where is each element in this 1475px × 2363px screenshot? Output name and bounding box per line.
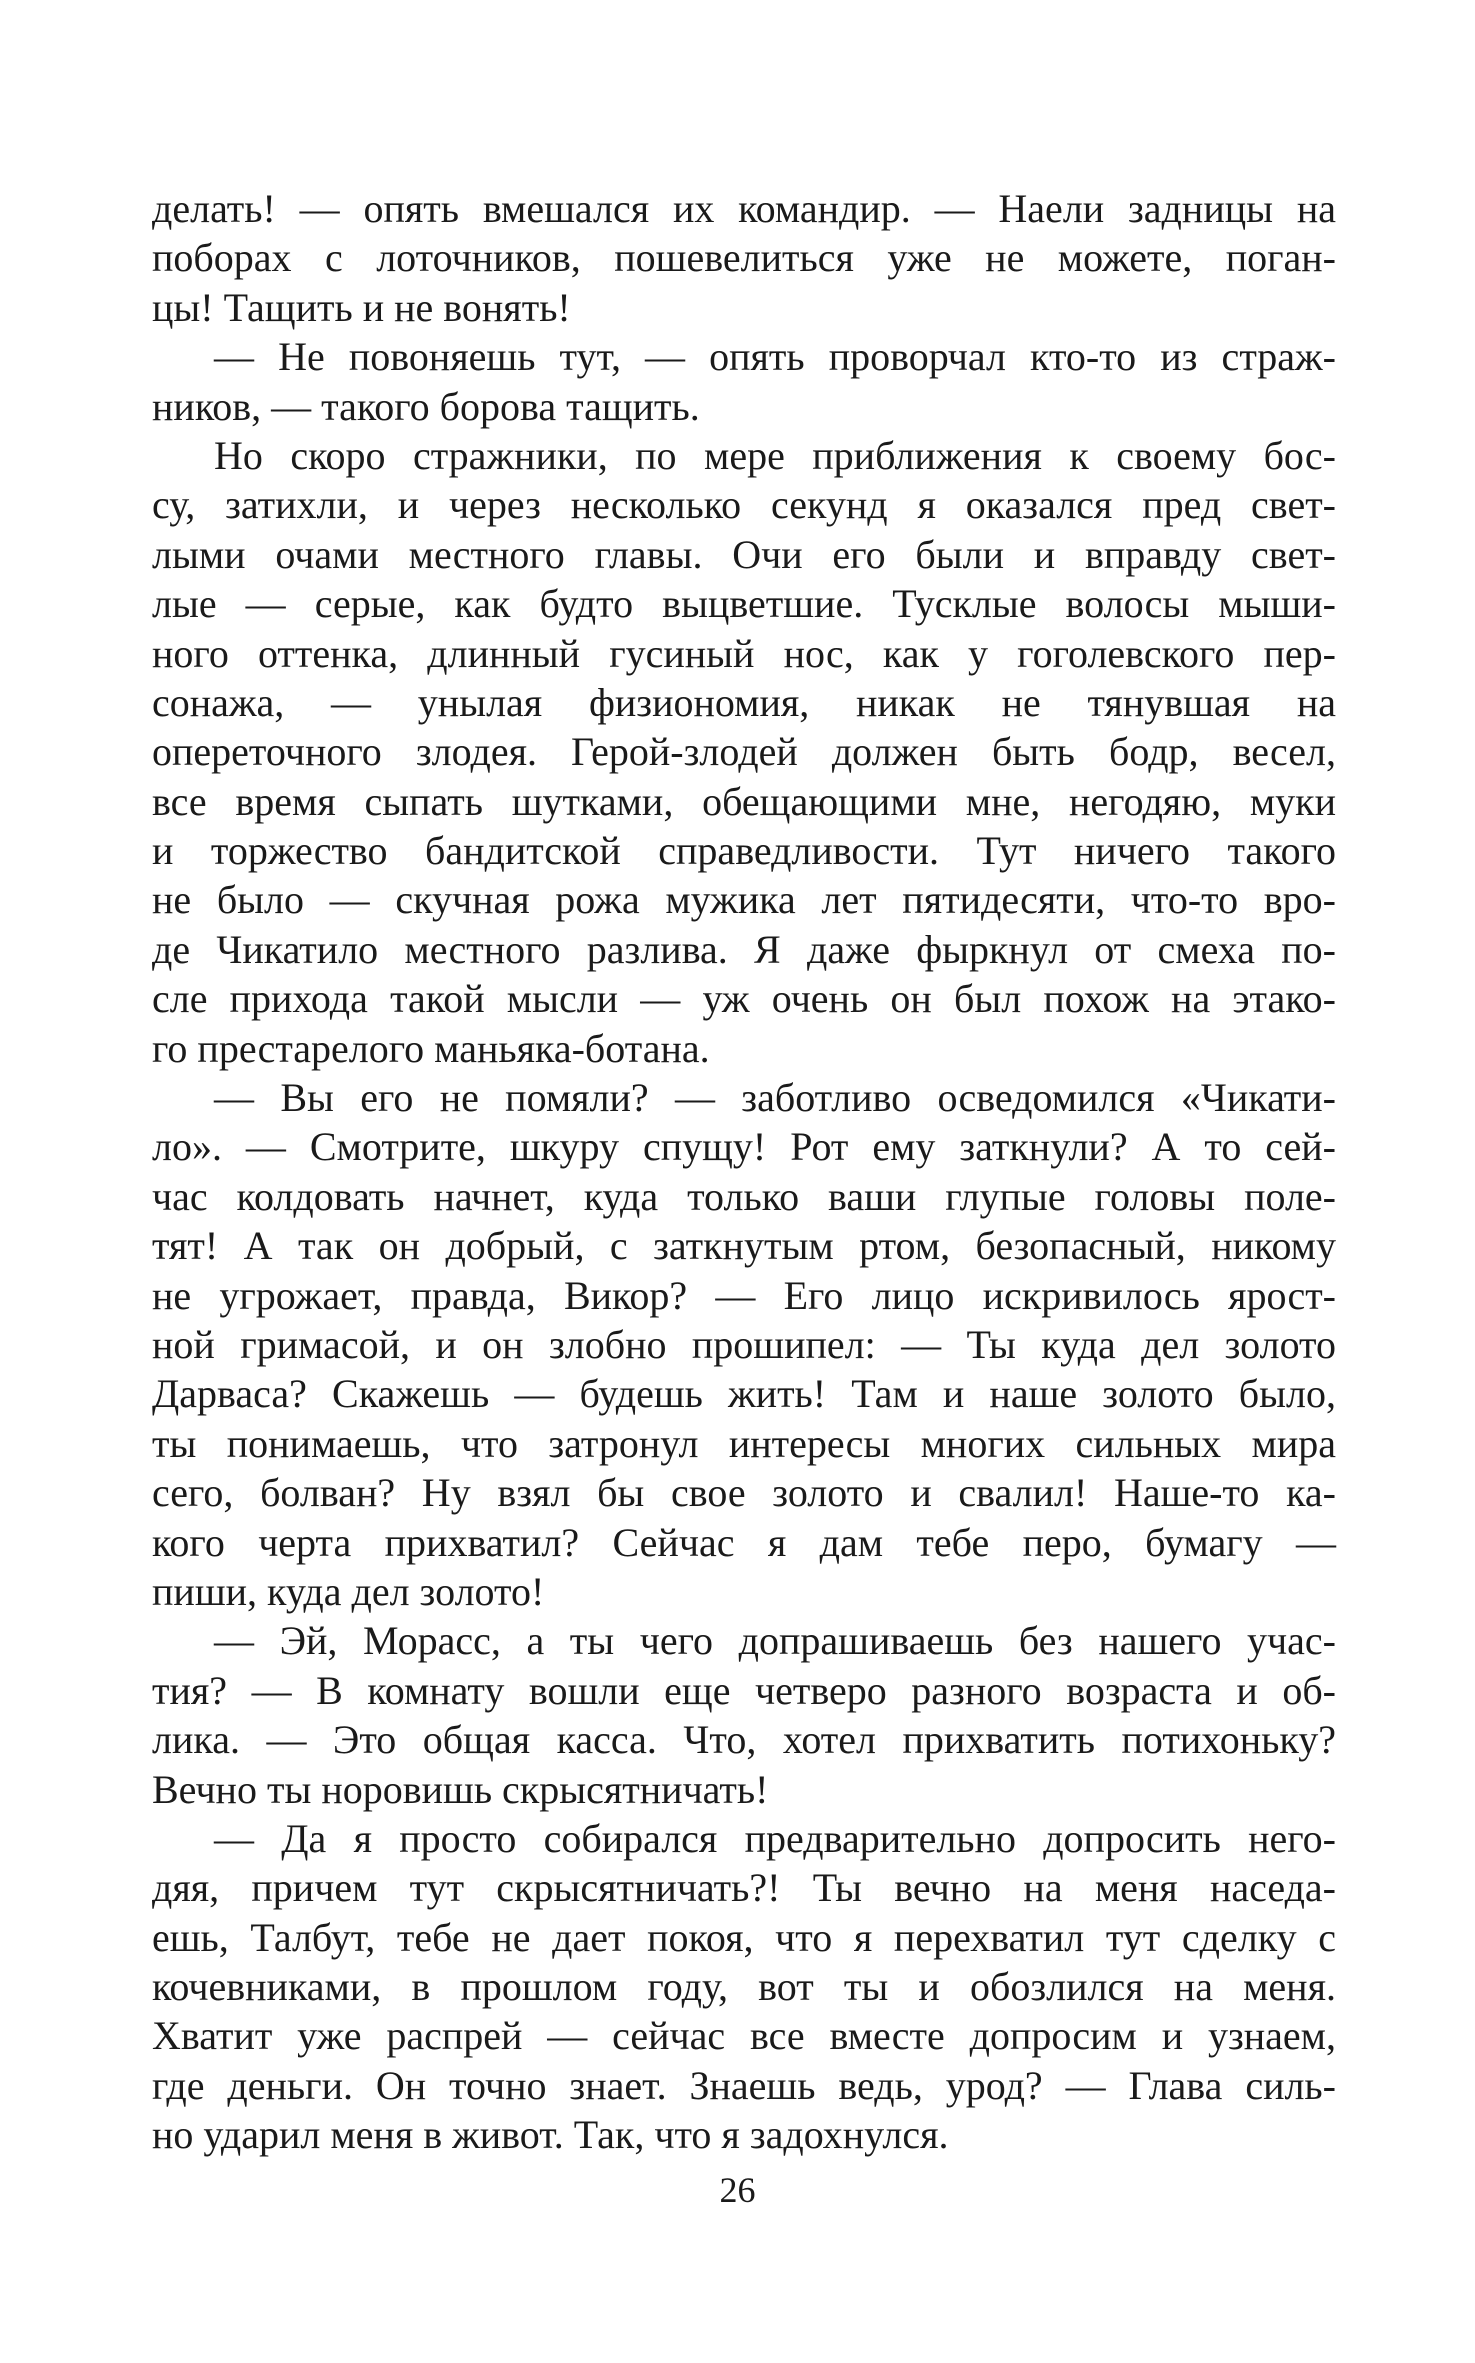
- text-line: — Не повоняешь тут, — опять проворчал кто-то из страж-: [214, 334, 1336, 380]
- text-line: кого черта прихватил? Сейчас я дам тебе перо, бумагу —: [152, 1519, 1336, 1565]
- text-line: все время сыпать шутками, обещающими мне, негодяю, муки: [152, 778, 1336, 824]
- text-line: ной гримасой, и он злобно прошипел: — Ты куда дел золото: [152, 1321, 1336, 1367]
- text-line: ты понимаешь, что затронул интересы многих сильных мира: [152, 1420, 1336, 1466]
- text-line: ного оттенка, длинный гусиный нос, как у гоголевского пер-: [152, 630, 1336, 676]
- page-number: 26: [719, 2170, 756, 2210]
- text-line: — Вы его не помяли? — заботливо осведомился «Чикати-: [214, 1075, 1336, 1121]
- text-line: — Эй, Морасс, а ты чего допрашиваешь без нашего учас-: [214, 1618, 1336, 1664]
- text-line: ло». — Смотрите, шкуру спущу! Рот ему заткнули? А то сей-: [152, 1124, 1336, 1170]
- text-line: Но скоро стражники, по мере приближения к своему бос-: [214, 432, 1336, 478]
- text-line: кочевниками, в прошлом году, вот ты и обозлился на меня.: [152, 1964, 1336, 2010]
- text-line: сего, болван? Ну взял бы свое золото и свалил! Наше-то ка-: [152, 1470, 1336, 1516]
- text-line: лыми очами местного главы. Очи его были и вправду свет-: [152, 531, 1336, 577]
- text-line: не угрожает, правда, Викор? — Его лицо искривилось ярост-: [152, 1272, 1336, 1318]
- text-line: Хватит уже распрей — сейчас все вместе допросим и узнаем,: [152, 2013, 1336, 2059]
- text-line: цы! Тащить и не вонять!: [152, 284, 571, 330]
- text-line: пиши, куда дел золото!: [152, 1568, 545, 1614]
- text-line: поборах с лоточников, пошевелиться уже не можете, поган-: [152, 235, 1336, 281]
- text-line: Вечно ты норовишь скрысятничать!: [152, 1766, 769, 1812]
- text-line: ешь, Талбут, тебе не дает покоя, что я перехватил тут сделку с: [152, 1914, 1336, 1960]
- text-line: сонажа, — унылая физиономия, никак не тянувшая на: [152, 679, 1336, 725]
- text-line: и торжество бандитской справедливости. Тут ничего такого: [152, 828, 1336, 874]
- text-line: де Чикатило местного разлива. Я даже фыркнул от смеха по-: [152, 926, 1336, 972]
- text-line: Дарваса? Скажешь — будешь жить! Там и наше золото было,: [152, 1371, 1336, 1417]
- text-line: дяя, причем тут скрысятничать?! Ты вечно на меня наседа-: [152, 1865, 1336, 1911]
- text-line: но ударил меня в живот. Так, что я задохнулся.: [152, 2112, 949, 2158]
- text-line: тят! А так он добрый, с заткнутым ртом, безопасный, никому: [152, 1223, 1336, 1269]
- text-line: не было — скучная рожа мужика лет пятидесяти, что-то вро-: [152, 877, 1336, 923]
- body-text: [152, 184, 1336, 2160]
- text-line: лика. — Это общая касса. Что, хотел прихватить потихоньку?: [152, 1717, 1336, 1763]
- text-line: су, затихли, и через несколько секунд я оказался пред свет-: [152, 482, 1336, 528]
- text-line: — Да я просто собирался предварительно допросить него-: [214, 1815, 1336, 1861]
- text-line: где деньги. Он точно знает. Знаешь ведь, урод? — Глава силь-: [152, 2062, 1336, 2108]
- text-line: го престарелого маньяка-ботана.: [152, 1025, 710, 1071]
- text-line: тия? — В комнату вошли еще четверо разного возраста и об-: [152, 1667, 1336, 1713]
- text-line: делать! — опять вмешался их командир. — Наели задницы на: [152, 186, 1336, 231]
- text-line: час колдовать начнет, куда только ваши глупые головы поле-: [152, 1173, 1336, 1219]
- text-line: лые — серые, как будто выцветшие. Тусклые волосы мыши-: [152, 581, 1336, 627]
- text-line: сле прихода такой мысли — уж очень он был похож на этако-: [152, 976, 1336, 1022]
- text-line: опереточного злодея. Герой-злодей должен быть бодр, весел,: [152, 729, 1336, 775]
- text-line: ников, — такого борова тащить.: [152, 383, 700, 429]
